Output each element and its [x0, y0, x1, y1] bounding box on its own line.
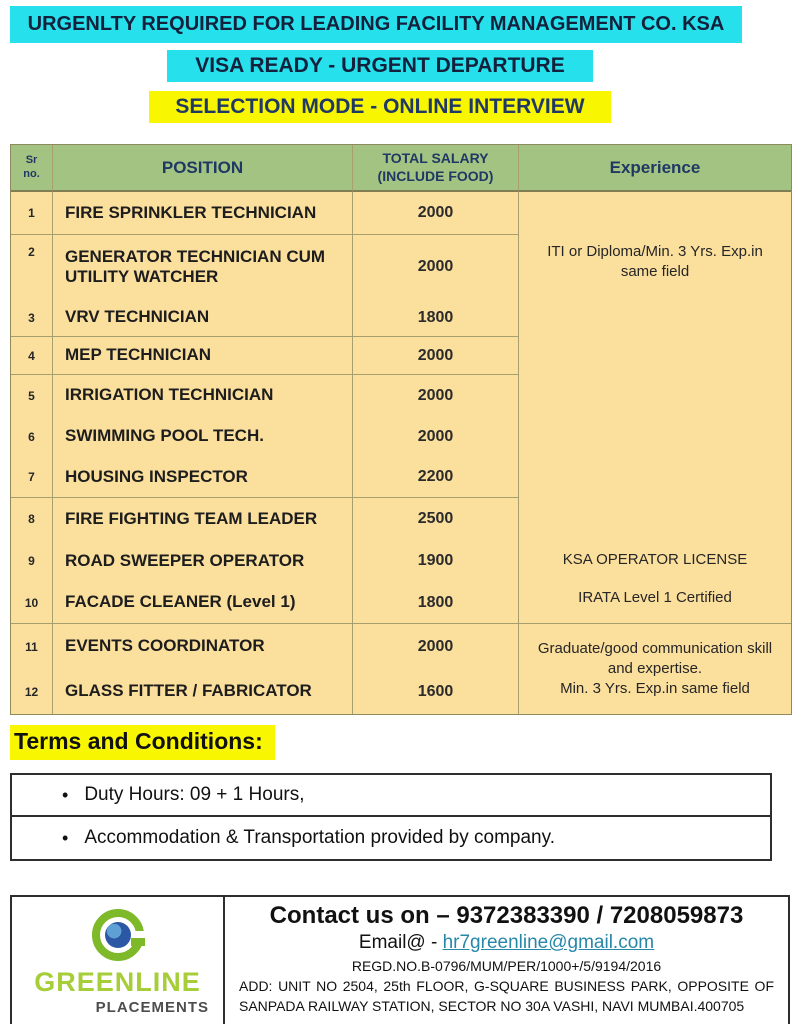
table-row-sr: 2: [11, 235, 53, 299]
table-row-salary: 2000: [353, 192, 519, 235]
greenline-globe-icon: [92, 909, 144, 961]
table-row-position: EVENTS COORDINATOR: [53, 624, 353, 669]
table-row-salary: 2000: [353, 235, 519, 299]
table-row-position: FIRE FIGHTING TEAM LEADER: [53, 498, 353, 540]
table-row-salary: 1900: [353, 540, 519, 582]
table-row-position: HOUSING INSPECTOR: [53, 457, 353, 498]
column-header-salary: TOTAL SALARY (INCLUDE FOOD): [353, 145, 519, 192]
table-row-salary: 2200: [353, 457, 519, 498]
greenline-logo: [12, 897, 225, 1024]
email-line: [225, 932, 788, 954]
table-row-salary: 2000: [353, 416, 519, 457]
table-row-position: FIRE SPRINKLER TECHNICIAN: [53, 192, 353, 235]
table-row-sr: 4: [11, 337, 53, 375]
table-row-position: ROAD SWEEPER OPERATOR: [53, 540, 353, 582]
registration-number: REGD.NO.B-0796/MUM/PER/1000+/5/9194/2016: [351, 958, 662, 974]
table-row-sr: 12: [11, 669, 53, 714]
table-row-sr: 3: [11, 299, 53, 337]
contact-footer: [10, 895, 790, 1024]
bullet-icon: •: [62, 784, 69, 805]
table-row-position: GENERATOR TECHNICIAN CUM UTILITY WATCHER: [53, 235, 353, 299]
bullet-icon: •: [62, 827, 69, 848]
table-row-sr: 10: [11, 582, 53, 624]
table-row-position: IRRIGATION TECHNICIAN: [53, 375, 353, 416]
table-row-salary: 2000: [353, 337, 519, 375]
table-row-salary: 2000: [353, 624, 519, 669]
office-address: ADD: UNIT NO 2504, 25th FLOOR, G-SQUARE BUSINESS PARK, OPPOSITE OF SANPADA RAILWAY STATION, SECTOR NO 30A VASHI, NAVI MUMBAI.400705: [239, 978, 774, 1014]
terms-item: • Accommodation & Transportation provided by company.: [12, 815, 770, 859]
positions-table: [10, 144, 792, 715]
logo-name: GREENLINE: [34, 967, 201, 997]
table-row-salary: 1600: [353, 669, 519, 714]
table-row-salary: 1800: [353, 299, 519, 337]
column-header-sr: Sr no.: [11, 145, 53, 192]
logo-subtitle: PLACEMENTS: [95, 999, 209, 1016]
table-row-sr: 7: [11, 457, 53, 498]
experience-cell-group1: ITI or Diploma/Min. 3 Yrs. Exp.in same field KSA OPERATOR LICENSE IRATA Level 1 Certified: [519, 192, 791, 624]
table-row-salary: 1800: [353, 582, 519, 624]
contact-numbers: Contact us on – 9372383390 / 7208059873: [269, 902, 744, 929]
visa-ready-banner: VISA READY - URGENT DEPARTURE: [167, 50, 592, 82]
table-row-position: VRV TECHNICIAN: [53, 299, 353, 337]
experience-cell-group2: Graduate/good communication skill and expertise. Min. 3 Yrs. Exp.in same field: [537, 639, 773, 698]
table-row-position: SWIMMING POOL TECH.: [53, 416, 353, 457]
table-row-sr: 11: [11, 624, 53, 669]
terms-item: • Duty Hours: 09 + 1 Hours,: [62, 784, 305, 805]
terms-box: [10, 773, 772, 861]
table-row-position: FACADE CLEANER (Level 1): [53, 582, 353, 624]
table-row-sr: 8: [11, 498, 53, 540]
table-row-sr: 6: [11, 416, 53, 457]
column-header-experience: Experience: [519, 145, 791, 192]
page-title: URGENLTY REQUIRED FOR LEADING FACILITY MANAGEMENT CO. KSA: [10, 6, 742, 43]
email-link[interactable]: hr7greenline@gmail.com: [442, 932, 655, 953]
table-row-salary: 2000: [353, 375, 519, 416]
table-row-position: GLASS FITTER / FABRICATOR: [53, 669, 353, 714]
table-row-position: MEP TECHNICIAN: [53, 337, 353, 375]
table-row-sr: 1: [11, 192, 53, 235]
table-row-sr: 5: [11, 375, 53, 416]
table-row-salary: 2500: [353, 498, 519, 540]
globe-icon: [105, 922, 131, 948]
column-header-position: POSITION: [53, 145, 353, 192]
terms-heading: Terms and Conditions:: [10, 725, 275, 760]
table-row-sr: 9: [11, 540, 53, 582]
selection-mode-banner: SELECTION MODE - ONLINE INTERVIEW: [149, 91, 610, 123]
email-label: Email@ -: [358, 932, 438, 953]
